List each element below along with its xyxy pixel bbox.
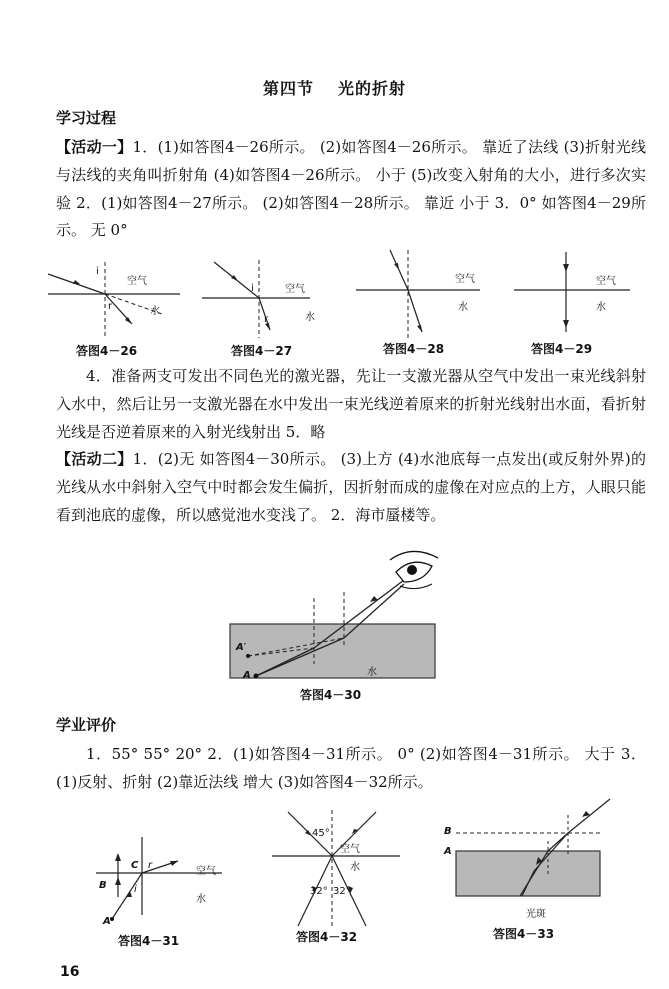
fig32-air-label: 空气 <box>340 844 360 855</box>
fig29-air-label: 空气 <box>596 276 616 287</box>
fig27-r-label: r <box>264 314 269 325</box>
fig30-water-label: 水 <box>367 667 377 678</box>
fig26-i-label: i <box>96 266 99 277</box>
section-title <box>0 76 669 99</box>
fig31-a-label: A <box>103 916 111 927</box>
heading-academic-evaluation: 学业评价 <box>56 716 117 734</box>
fig31-r-label: r <box>148 860 153 871</box>
fig28-air-label: 空气 <box>455 274 475 285</box>
fig26-air-label: 空气 <box>127 276 147 287</box>
fig27-i-label: i <box>251 283 254 294</box>
fig33-b-label: B <box>444 826 452 837</box>
fig26-r-label: r <box>108 301 113 312</box>
fig29-water-label: 水 <box>596 302 606 313</box>
fig32-angle-32-left-label: 32° <box>310 886 328 897</box>
activity-one-text: 1．(1)如答图4－26所示。 (2)如答图4－26所示。 靠近了法线 (3)折射光线与法线的夹角叫折射角 (4)如答图4－26所示。 小于 (5)改变入射角的大小，进行多次实验 2．(1)如答图4－27所示。 (2)如答图4－28所示。 靠近 小于 3．0° 如答图4－29所示。 无 0° <box>56 138 646 240</box>
fig29-caption: 答图4－29 <box>531 342 593 356</box>
fig26-caption: 答图4－26 <box>76 344 138 358</box>
figure-4-29 <box>510 250 640 340</box>
fig32-caption: 答图4－32 <box>296 930 358 944</box>
fig26-water-label: 水 <box>150 306 160 317</box>
fig32-angle-45-label: 45° <box>312 828 330 839</box>
fig28-caption: 答图4－28 <box>383 342 445 356</box>
fig33-caption: 答图4－33 <box>493 927 555 941</box>
item-four-paragraph: 4．准备两支可发出不同色光的激光器，先让一支激光器从空气中发出一束光线斜射入水中，然后让另一支激光器在水中发出一束光线逆着原来的折射光线射出水面，看折射光线是否逆着原来的入射光线射出 5．略 <box>56 367 646 441</box>
activity-one-paragraph <box>56 134 646 245</box>
fig31-caption: 答图4－31 <box>118 934 180 948</box>
figure-4-28 <box>350 248 490 343</box>
activity-two-tag: 【活动二】 <box>56 450 133 468</box>
figure-4-27 <box>200 258 330 343</box>
fig31-b-label: B <box>99 880 107 891</box>
section-name: 光的折射 <box>338 79 407 98</box>
activity-two-paragraph <box>56 446 646 529</box>
fig32-angle-32-right-label: 32° <box>333 886 351 897</box>
fig30-a-label: A <box>243 670 251 681</box>
fig30-a-prime-label: A′ <box>236 642 247 653</box>
figure-4-26 <box>40 258 190 343</box>
fig27-water-label: 水 <box>305 312 315 323</box>
fig31-i-label: i <box>134 884 137 895</box>
fig31-c-label: C <box>131 860 139 871</box>
fig32-water-label: 水 <box>350 862 360 873</box>
fig30-caption: 答图4－30 <box>300 688 362 702</box>
section-number: 第四节 <box>262 79 314 98</box>
activity-one-tag: 【活动一】 <box>56 138 133 156</box>
figure-4-30 <box>228 548 448 683</box>
page-number: 16 <box>60 964 80 980</box>
fig28-water-label: 水 <box>458 302 468 313</box>
figure-4-32 <box>268 808 408 933</box>
evaluation-paragraph: 1．55° 55° 20° 2．(1)如答图4－31所示。 0° (2)如答图4－31所示。 大于 3．(1)反射、折射 (2)靠近法线 增大 (3)如答图4－32所示。 <box>56 745 646 791</box>
fig27-air-label: 空气 <box>285 284 305 295</box>
fig33-a-label: A <box>444 846 452 857</box>
heading-learning-process: 学习过程 <box>56 109 117 127</box>
fig31-water-label: 水 <box>196 894 206 905</box>
fig27-caption: 答图4－27 <box>231 344 293 358</box>
activity-two-text: 1．(2)无 如答图4－30所示。 (3)上方 (4)水池底每一点发出(或反射外界)的光线从水中斜射入空气中时都会发生偏折，因折射而成的虚像在对应点的上方，人眼只能看到池底的虚像，所以感觉池水变浅了。 2．海市蜃楼等。 <box>56 450 646 524</box>
figure-4-31 <box>92 835 232 930</box>
fig31-air-label: 空气 <box>196 866 216 877</box>
fig33-light-spot-label: 光斑 <box>526 909 546 920</box>
